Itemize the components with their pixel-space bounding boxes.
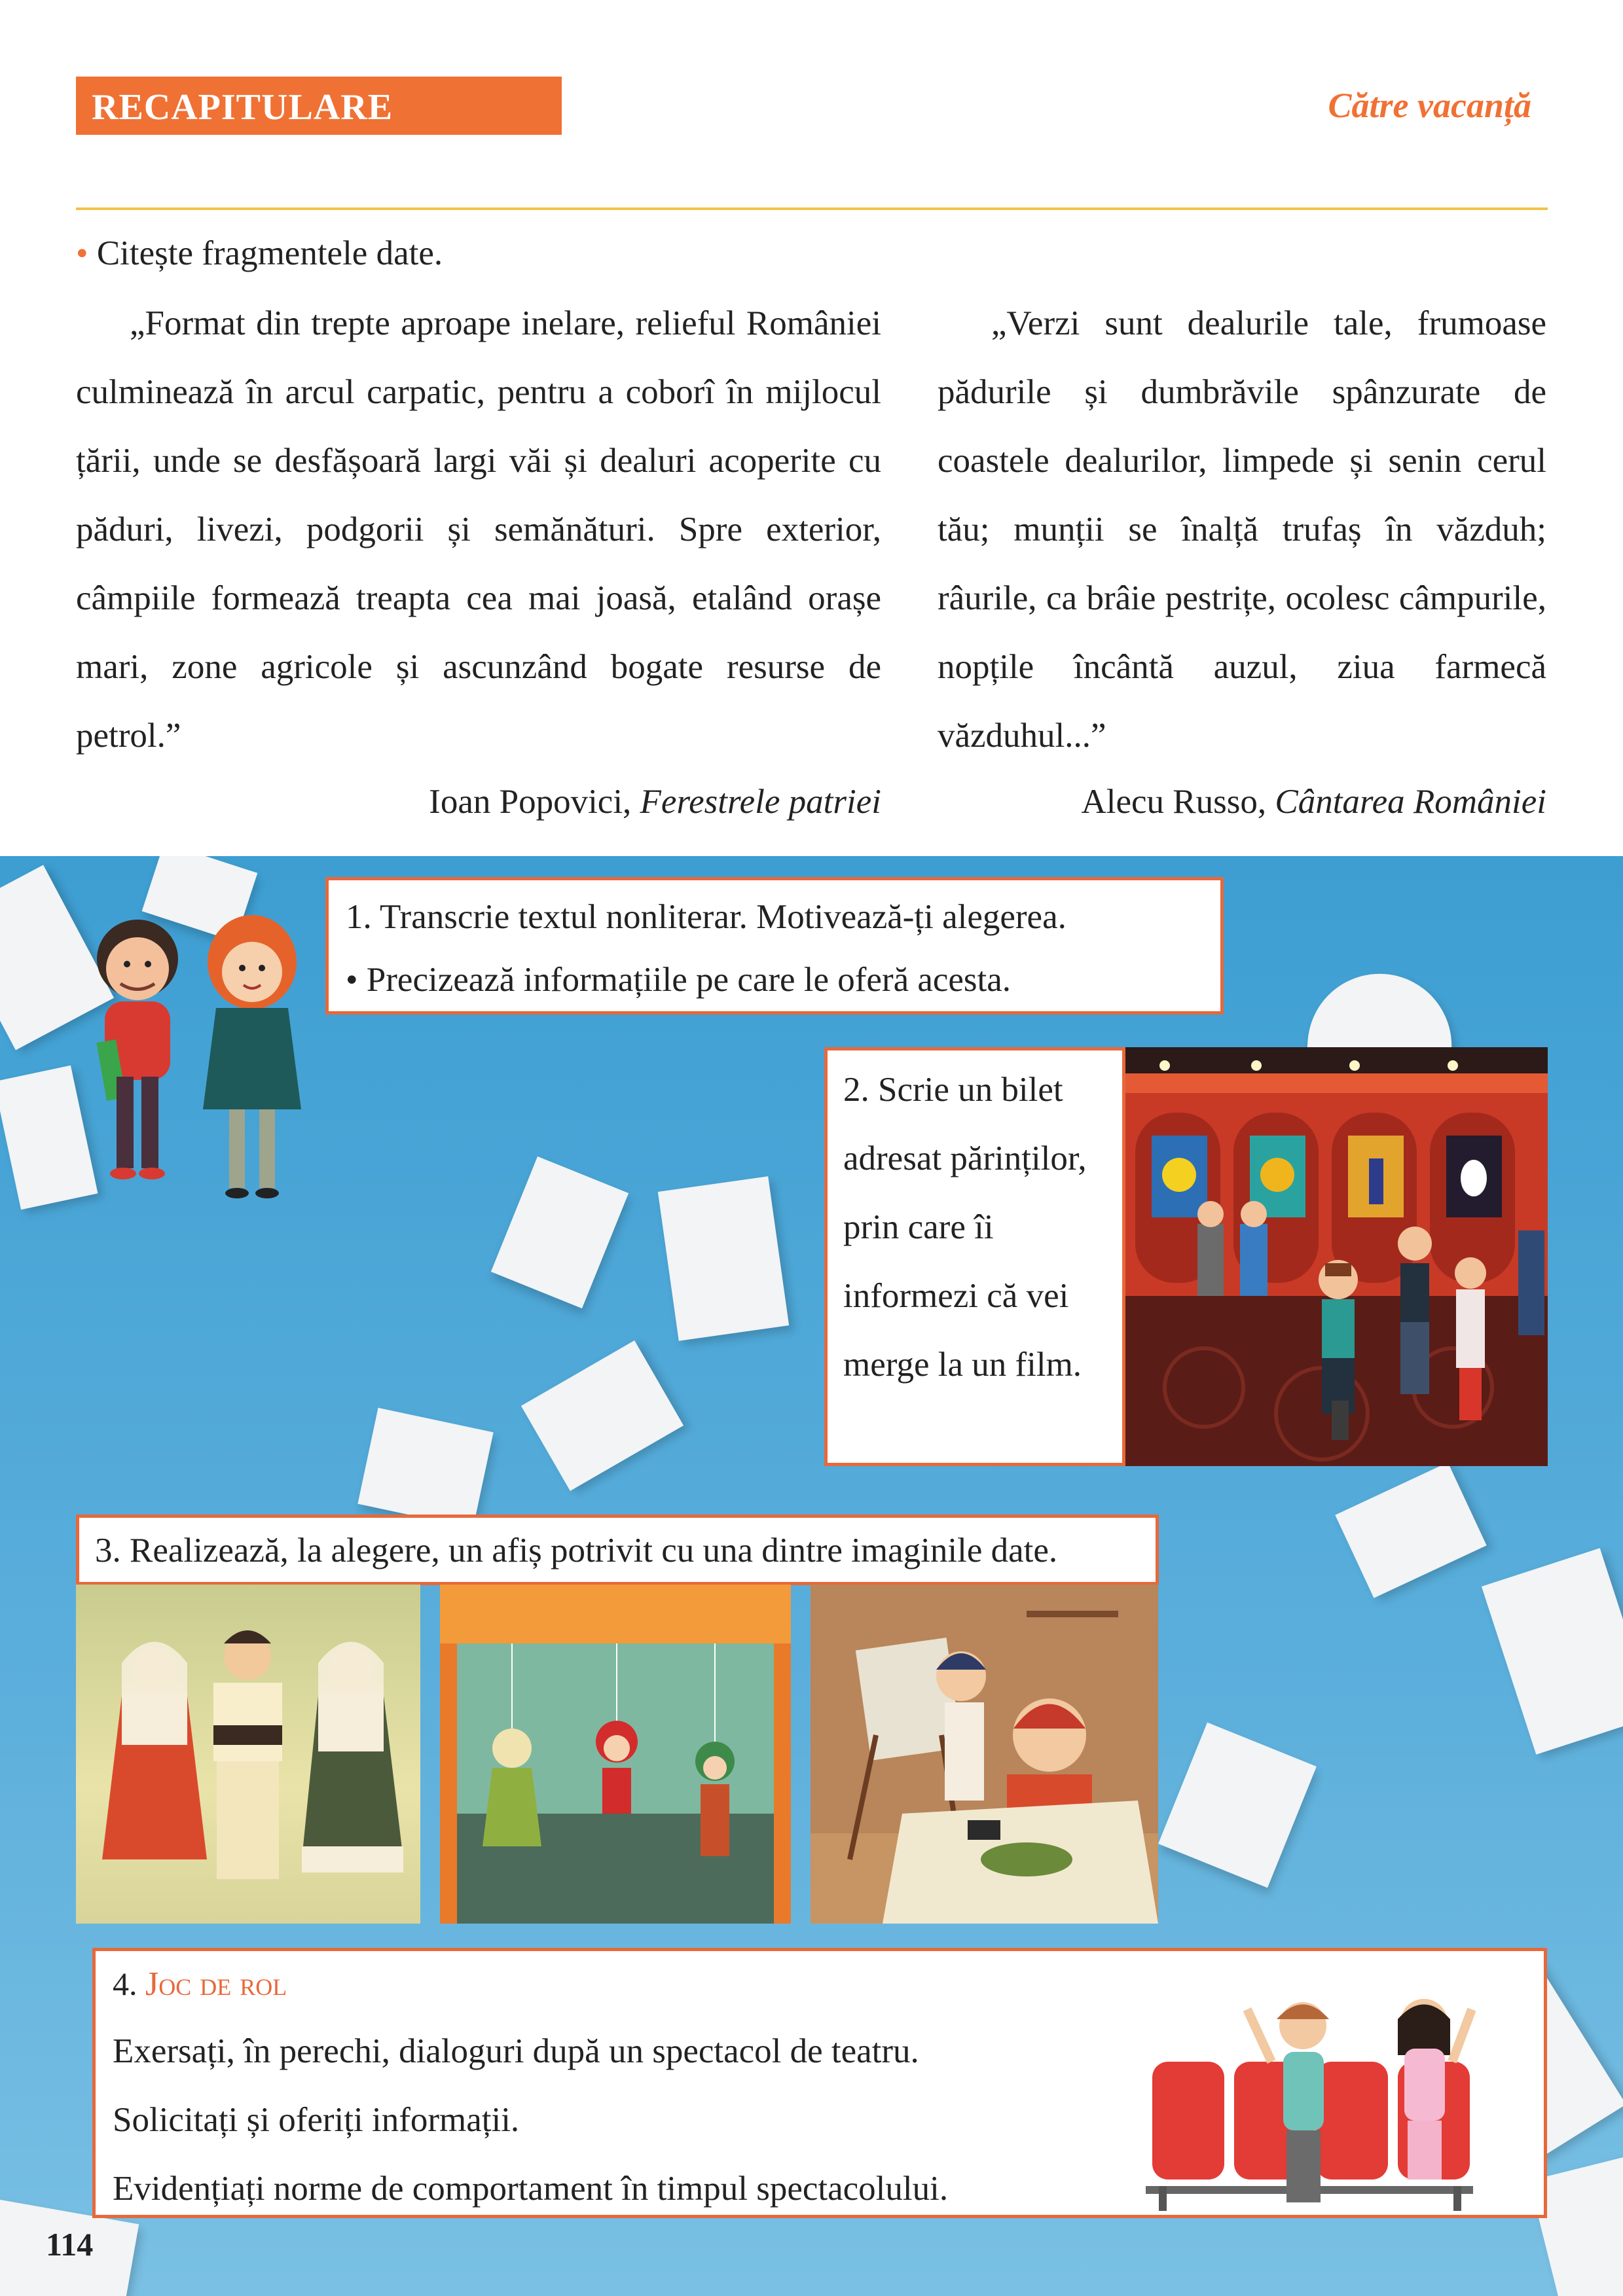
- task-2-line-2: adresat părinților,: [843, 1139, 1087, 1177]
- section-label: RECAPITULARE: [92, 87, 393, 128]
- task-2-line-1: 2. Scrie un bilet: [843, 1071, 1063, 1109]
- fragment-right-work: Cântarea României: [1275, 783, 1546, 821]
- task-1-box: [325, 877, 1224, 1014]
- bullet-icon: •: [76, 234, 88, 272]
- paper-sheet-decoration: [357, 1408, 493, 1528]
- chapter-title: Către vacanță: [1328, 86, 1531, 125]
- task-3-text: 3. Realizează, la alegere, un afiș potrivit cu una dintre imaginile date.: [95, 1532, 1058, 1570]
- task-4-line-1: Exersați, în perechi, dialoguri după un spectacol de teatru.: [113, 2032, 919, 2070]
- instruction: [76, 234, 443, 273]
- task-1-line-1: 1. Transcrie textul nonliterar. Motivează-ți alegerea.: [346, 898, 1067, 936]
- fragment-right-author: Alecu Russo,: [1081, 783, 1275, 821]
- fragment-right-text: „Verzi sunt dealurile tale, frumoase pădurile și dumbrăvile spânzurate de coastele dealurilor, limpede și senin cerul tău; munții se înalță trufaș în văzduh; râurile, ca brâie pestrițe, ocolesc câmpurile, nopțile încântă auzul, ziua farmecă văzduhul...”: [938, 304, 1546, 755]
- fragment-left-text: „Format din trepte aproape inelare, relieful României culminează în arcul carpatic, pentru a coborî în mijlocul țării, unde se desfășoară largi văi și dealuri acoperite cu păduri, livezi, podgorii și semănături. Spre exterior, câmpiile formează treapta cea mai joasă, etalând orașe mari, zone agricole și ascunzând bogate resurse de petrol.”: [76, 304, 881, 755]
- fragment-left-work: Ferestrele patriei: [640, 783, 881, 821]
- paper-sheet-decoration: [1482, 1548, 1623, 1754]
- children-illustration: [65, 900, 327, 1227]
- task-4-number: 4.: [113, 1965, 145, 2002]
- page-number: 114: [46, 2226, 94, 2263]
- task-3-box: [76, 1515, 1159, 1585]
- paper-sheet-decoration: [658, 1176, 789, 1340]
- fragment-left-author: Ioan Popovici,: [429, 783, 640, 821]
- painting-children-illustration: [811, 1585, 1158, 1924]
- paper-sheet-decoration: [1335, 1462, 1486, 1598]
- task-4-line-3: Evidențiați norme de comportament în timpul spectacolului.: [113, 2170, 949, 2208]
- task-2-box: [824, 1047, 1125, 1466]
- task-2-line-5: merge la un film.: [843, 1346, 1082, 1384]
- task-2-line-4: informezi că vei: [843, 1277, 1069, 1315]
- task-2-line-3: prin care îi: [843, 1208, 994, 1246]
- section-label-bar: [76, 77, 562, 135]
- paper-sheet-decoration: [491, 1157, 629, 1308]
- folk-dancers-illustration: [76, 1585, 420, 1924]
- fragment-left: [76, 289, 881, 770]
- task-4-heading: Joc de rol: [145, 1965, 287, 2003]
- paper-sheet-decoration: [1158, 1723, 1317, 1888]
- fragment-right-attribution: [1081, 782, 1546, 821]
- instruction-text: Citește fragmentele date.: [96, 234, 443, 272]
- fragment-right: [938, 289, 1546, 770]
- header-divider: [76, 207, 1548, 210]
- task-4-line-2: Solicitați și oferiți informații.: [113, 2101, 520, 2139]
- theatre-audience-illustration: [1126, 1964, 1493, 2212]
- task-1-line-2: • Precizează informațiile pe care le oferă acesta.: [346, 961, 1012, 999]
- cinema-illustration: [1125, 1047, 1548, 1466]
- fragment-left-attribution: [429, 782, 881, 821]
- puppet-theatre-illustration: [440, 1585, 791, 1924]
- paper-sheet-decoration: [521, 1340, 684, 1491]
